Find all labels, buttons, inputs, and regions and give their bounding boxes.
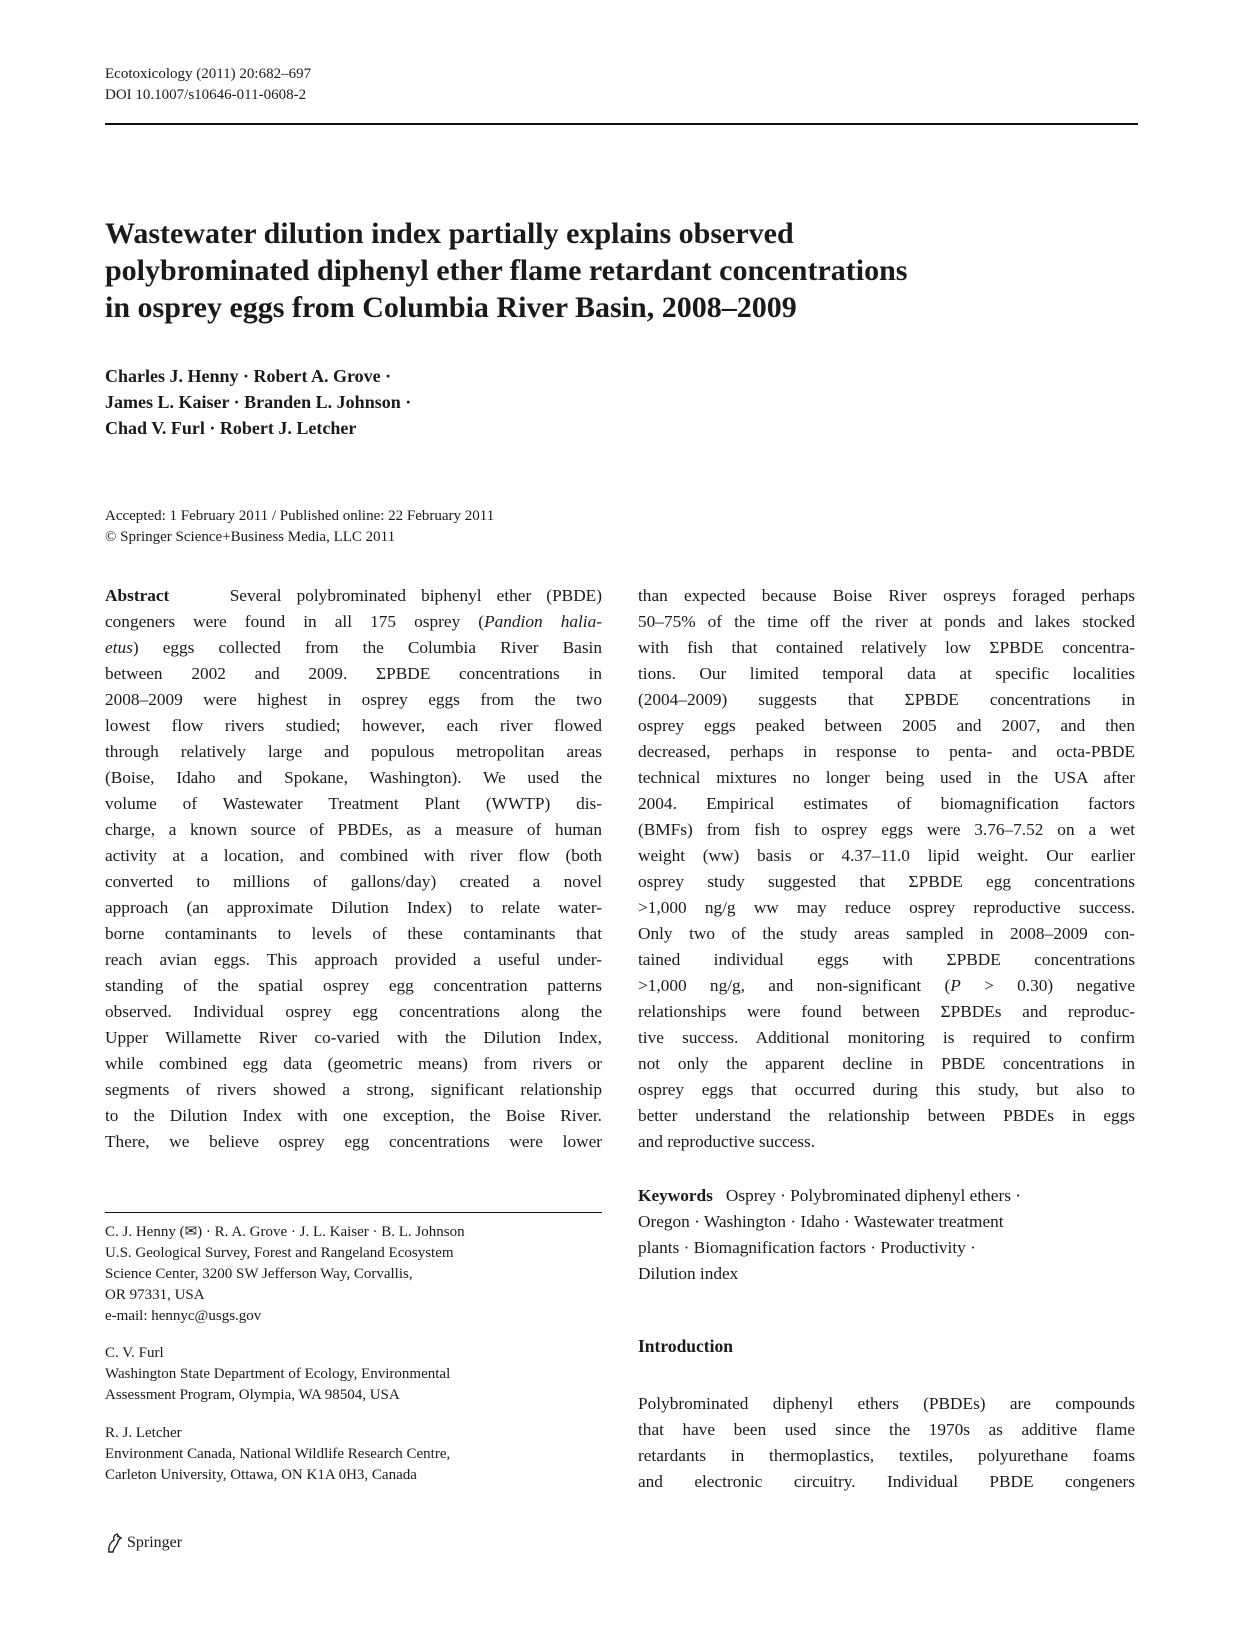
abstract-line: There, we believe osprey egg concentrations were lower [105,1132,602,1151]
affiliation-line: C. J. Henny (✉) · R. A. Grove · J. L. Kaiser · B. L. Johnson [105,1224,465,1240]
abstract-right-column [638,583,1135,1155]
author-line: Charles J. Henny · Robert A. Grove · [105,366,392,386]
intro-line: Polybrominated diphenyl ethers (PBDEs) are compounds [638,1394,1135,1413]
abstract-line: Upper Willamette River co-varied with the Dilution Index, [105,1028,602,1047]
abstract-line: >1,000 ng/g ww may reduce osprey reproductive success. [638,898,1135,917]
springer-horse-icon [105,1532,123,1554]
intro-line: and electronic circuitry. Individual PBDE congeners [638,1472,1135,1491]
abstract-line: better understand the relationship between PBDEs in eggs [638,1106,1135,1125]
abstract-line: congeners were found in all 175 osprey (Pandion halia- [105,612,602,631]
journal-citation: Ecotoxicology (2011) 20:682–697 [105,66,312,82]
email-link[interactable]: e-mail: hennyc@usgs.gov [105,1308,262,1324]
abstract-line: not only the apparent decline in PBDE concentrations in [638,1054,1135,1073]
abstract-line: activity at a location, and combined with river flow (both [105,846,602,865]
affiliation-line: Carleton University, Ottawa, ON K1A 0H3, Canada [105,1467,417,1483]
abstract-line: while combined egg data (geometric means) from rivers or [105,1054,602,1073]
springer-wordmark: Springer [127,1534,183,1551]
abstract-line: lowest flow rivers studied; however, each river flowed [105,716,602,735]
title-line: polybrominated diphenyl ether flame retardant concentrations [105,254,908,287]
affiliation-line: C. V. Furl [105,1345,164,1361]
affiliation-line: OR 97331, USA [105,1287,205,1303]
affiliation-block [105,1222,465,1327]
abstract-line: osprey study suggested that ΣPBDE egg concentrations [638,872,1135,891]
abstract-line: etus) eggs collected from the Columbia River Basin [105,638,602,657]
abstract-line: 2004. Empirical estimates of biomagnification factors [638,794,1135,813]
abstract-line: tive success. Additional monitoring is required to confirm [638,1028,1135,1047]
affiliation-block [105,1343,450,1406]
abstract-line: with fish that contained relatively low ΣPBDE concentra- [638,638,1135,657]
keywords-line: Oregon · Washington · Idaho · Wastewater treatment [638,1212,1004,1231]
abstract-line: between 2002 and 2009. ΣPBDE concentrations in [105,664,602,683]
affiliation-block [105,1423,450,1486]
journal-header [105,64,311,106]
abstract-line: relationships were found between ΣPBDEs and reproduc- [638,1002,1135,1021]
abstract-line: observed. Individual osprey egg concentrations along the [105,1002,602,1021]
affiliation-line: Environment Canada, National Wildlife Research Centre, [105,1446,451,1462]
abstract-line: and reproductive success. [638,1132,816,1151]
header-rule [105,123,1138,125]
abstract-label: Abstract [105,586,170,605]
keywords-line: Dilution index [638,1264,739,1283]
abstract-line: (Boise, Idaho and Spokane, Washington). We used the [105,768,602,787]
author-list [105,363,411,441]
accepted-date: Accepted: 1 February 2011 / Published online: 22 February 2011 [105,508,495,524]
keywords-line: plants · Biomagnification factors · Productivity · [638,1238,976,1257]
doi: DOI 10.1007/s10646-011-0608-2 [105,87,307,103]
introduction-heading: Introduction [638,1336,733,1356]
abstract-line: >1,000 ng/g, and non-significant (P > 0.30) negative [638,976,1135,995]
keywords-label: Keywords [638,1186,713,1205]
abstract-line: tained individual eggs with ΣPBDE concentrations [638,950,1135,969]
intro-line: retardants in thermoplastics, textiles, polyurethane foams [638,1446,1135,1465]
abstract-line: approach (an approximate Dilution Index) to relate water- [105,898,602,917]
abstract-line: (BMFs) from fish to osprey eggs were 3.76–7.52 on a wet [638,820,1135,839]
abstract-line: standing of the spatial osprey egg concentration patterns [105,976,602,995]
publication-dates [105,506,494,548]
intro-line: that have been used since the 1970s as additive flame [638,1420,1135,1439]
abstract-line: weight (ww) basis or 4.37–11.0 lipid weight. Our earlier [638,846,1135,865]
abstract-line: than expected because Boise River ospreys foraged perhaps [638,586,1135,605]
abstract-line: 50–75% of the time off the river at ponds and lakes stocked [638,612,1135,631]
abstract-line: through relatively large and populous metropolitan areas [105,742,602,761]
abstract-line: to the Dilution Index with one exception, the Boise River. [105,1106,602,1125]
abstract-line: segments of rivers showed a strong, significant relationship [105,1080,602,1099]
abstract-line: Abstract Several polybrominated biphenyl ether (PBDE) [105,586,602,605]
keywords-block [638,1183,1108,1287]
article-title [105,215,1065,326]
abstract-line: tions. Our limited temporal data at specific localities [638,664,1135,683]
affiliation-line: Washington State Department of Ecology, Environmental [105,1366,451,1382]
abstract-line: charge, a known source of PBDEs, as a measure of human [105,820,602,839]
abstract-line: osprey eggs that occurred during this study, but also to [638,1080,1135,1099]
affiliation-line: Assessment Program, Olympia, WA 98504, USA [105,1387,400,1403]
abstract-line: (2004–2009) suggests that ΣPBDE concentrations in [638,690,1135,709]
copyright: © Springer Science+Business Media, LLC 2011 [105,529,396,545]
affiliation-line: U.S. Geological Survey, Forest and Rangeland Ecosystem [105,1245,454,1261]
publisher-logo [105,1532,182,1554]
footnote-rule [105,1212,602,1213]
introduction-body [638,1391,1135,1495]
keywords-line: Keywords Osprey · Polybrominated diphenyl ethers · [638,1186,1022,1205]
title-line: Wastewater dilution index partially explains observed [105,217,794,250]
abstract-line: borne contaminants to levels of these contaminants that [105,924,602,943]
abstract-line: decreased, perhaps in response to penta- and octa-PBDE [638,742,1135,761]
abstract-line: osprey eggs peaked between 2005 and 2007, and then [638,716,1135,735]
abstract-line: volume of Wastewater Treatment Plant (WWTP) dis- [105,794,602,813]
affiliation-line: R. J. Letcher [105,1425,182,1441]
abstract-line: Only two of the study areas sampled in 2008–2009 con- [638,924,1135,943]
abstract-line: 2008–2009 were highest in osprey eggs from the two [105,690,602,709]
abstract-line: converted to millions of gallons/day) created a novel [105,872,602,891]
abstract-line: technical mixtures no longer being used in the USA after [638,768,1135,787]
abstract-line: reach avian eggs. This approach provided a useful under- [105,950,602,969]
author-line: Chad V. Furl · Robert J. Letcher [105,418,357,438]
abstract-left-column [105,583,602,1155]
title-line: in osprey eggs from Columbia River Basin, 2008–2009 [105,291,797,324]
affiliation-line: Science Center, 3200 SW Jefferson Way, Corvallis, [105,1266,413,1282]
author-line: James L. Kaiser · Branden L. Johnson · [105,392,412,412]
